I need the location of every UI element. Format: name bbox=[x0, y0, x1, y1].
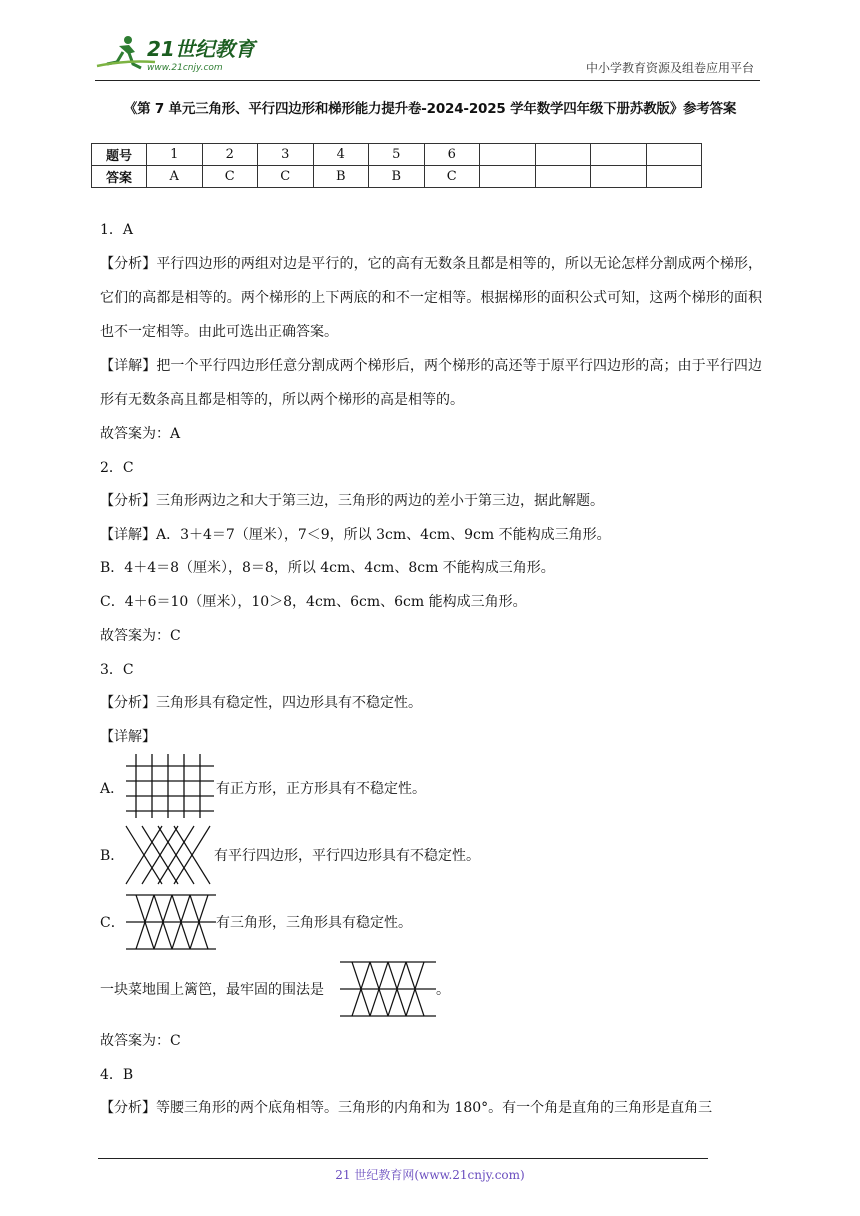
page-header bbox=[95, 28, 760, 81]
table-cell: 1 bbox=[147, 144, 203, 166]
q1-answer: 故答案为：A bbox=[100, 426, 181, 442]
logo-sub: www.21cnjy.com bbox=[147, 63, 223, 73]
q3-option-b-text: 有平行四边形，平行四边形具有不稳定性。 bbox=[214, 848, 480, 864]
table-cell bbox=[480, 144, 536, 166]
q4-analysis: 【分析】等腰三角形的两个底角相等。三角形的内角和为 180°。有一个角是直角的三角形是直角三 bbox=[100, 1100, 713, 1116]
table-cell bbox=[535, 144, 591, 166]
table-cell: B bbox=[313, 166, 369, 188]
parallelogram-figure bbox=[122, 824, 214, 886]
footer-divider bbox=[98, 1158, 708, 1159]
table-cell bbox=[591, 166, 647, 188]
q4-head: 4．B bbox=[100, 1067, 134, 1083]
q3-analysis: 【分析】三角形具有稳定性，四边形具有不稳定性。 bbox=[100, 695, 422, 711]
document-title: 《第 7 单元三角形、平行四边形和梯形能力提升卷-2024-2025 学年数学四年级下册苏教版》参考答案 bbox=[123, 101, 737, 117]
q3-answer: 故答案为：C bbox=[100, 1033, 181, 1049]
square-grid-figure bbox=[126, 754, 216, 818]
table-cell bbox=[646, 144, 702, 166]
table-cell bbox=[591, 144, 647, 166]
row-head-answer: 答案 bbox=[92, 166, 147, 188]
table-cell bbox=[646, 166, 702, 188]
table-cell bbox=[480, 166, 536, 188]
q2-detail-a: 【详解】A．3＋4＝7（厘米），7＜9，所以 3cm、4cm、9cm 不能构成三角形。 bbox=[100, 527, 611, 543]
fence-triangle-figure bbox=[340, 958, 436, 1020]
triangle-grid-figure bbox=[126, 891, 216, 953]
table-cell: 3 bbox=[258, 144, 314, 166]
table-cell: C bbox=[202, 166, 258, 188]
answer-table bbox=[91, 143, 702, 188]
site-logo bbox=[95, 32, 265, 74]
q1-head: 1．A bbox=[100, 222, 134, 238]
q3-conclusion-post: 。 bbox=[436, 982, 450, 998]
q1-analysis: 【分析】平行四边形的两组对边是平行的，它的高有无数条且都是相等的，所以无论怎样分割成两个梯形，它们的高都是相等的。两个梯形的上下两底的和不一定相等。根据梯形的面积公式可知，这两个梯形的面积也不一定相等。由此可选出正确答案。 bbox=[100, 256, 762, 340]
q2-head: 2．C bbox=[100, 460, 134, 476]
table-cell: 5 bbox=[369, 144, 425, 166]
footer-text: 21 世纪教育网(www.21cnjy.com) bbox=[335, 1168, 525, 1182]
q3-option-b-label: B． bbox=[100, 848, 125, 864]
q2-detail-c: C．4＋6＝10（厘米），10＞8，4cm、6cm、6cm 能构成三角形。 bbox=[100, 594, 527, 610]
table-cell: A bbox=[147, 166, 203, 188]
q3-option-a-text: 有正方形，正方形具有不稳定性。 bbox=[216, 781, 426, 797]
q3-detail-label: 【详解】 bbox=[100, 729, 156, 745]
table-cell: B bbox=[369, 166, 425, 188]
table-row bbox=[92, 144, 702, 166]
q3-head: 3．C bbox=[100, 662, 134, 678]
q3-option-c-text: 有三角形，三角形具有稳定性。 bbox=[216, 915, 412, 931]
q2-answer: 故答案为：C bbox=[100, 628, 181, 644]
row-head-number: 题号 bbox=[92, 144, 147, 166]
table-row bbox=[92, 166, 702, 188]
table-cell: C bbox=[258, 166, 314, 188]
q2-analysis: 【分析】三角形两边之和大于第三边，三角形的两边的差小于第三边，据此解题。 bbox=[100, 493, 604, 509]
table-cell bbox=[535, 166, 591, 188]
table-cell: 4 bbox=[313, 144, 369, 166]
table-cell: C bbox=[424, 166, 480, 188]
logo-text: 21世纪教育 bbox=[147, 37, 255, 61]
q1-detail: 【详解】把一个平行四边形任意分割成两个梯形后，两个梯形的高还等于原平行四边形的高；由于平行四边形有无数条高且都是相等的，所以两个梯形的高是相等的。 bbox=[100, 358, 762, 408]
table-cell: 6 bbox=[424, 144, 480, 166]
header-platform-text: 中小学教育资源及组卷应用平台 bbox=[585, 61, 754, 75]
q3-option-a-label: A． bbox=[100, 781, 125, 797]
q3-option-c-label: C． bbox=[100, 915, 125, 931]
table-cell: 2 bbox=[202, 144, 258, 166]
q2-detail-b: B．4＋4＝8（厘米），8＝8，所以 4cm、4cm、8cm 不能构成三角形。 bbox=[100, 560, 555, 576]
q3-conclusion-pre: 一块菜地围上篱笆，最牢固的围法是 bbox=[100, 982, 324, 998]
